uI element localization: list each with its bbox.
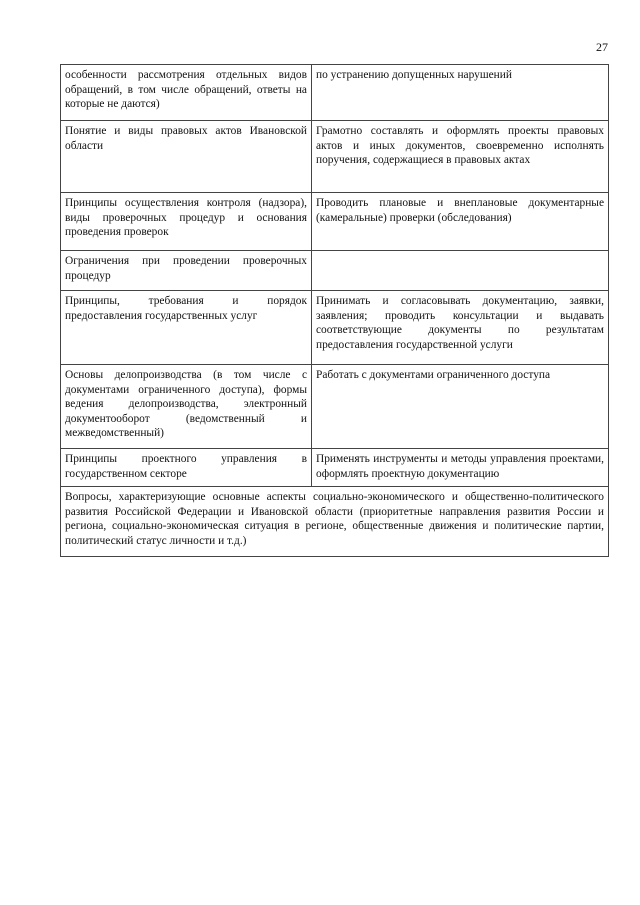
table-row — [61, 193, 609, 251]
knowledge-cell: особенности рассмотрения отдельных видов обращений, в том числе обращений, ответы на которые не даются) — [61, 65, 312, 121]
skill-cell: по устранению допущенных нарушений — [312, 65, 609, 121]
knowledge-cell: Основы делопроизводства (в том числе с документами ограниченного доступа), формы ведения делопроизводства, электронный документооборот (ведомственный и межведомственный) — [61, 365, 312, 449]
knowledge-cell: Принципы осуществления контроля (надзора), виды проверочных процедур и основания проведения проверок — [61, 193, 312, 251]
skill-cell: Грамотно составлять и оформлять проекты правовых актов и иных документов, своевременно исполнять поручения, содержащиеся в правовых актах — [312, 121, 609, 193]
table-row — [61, 251, 609, 291]
questions-cell: Вопросы, характеризующие основные аспекты социально-экономического и общественно-политического развития Российской Федерации и Ивановской области (приоритетные направления развития России и региона, социально-экономическая ситуация в регионе, общественные движения и политические партии, политический статус личности и т.д.) — [61, 487, 609, 557]
skill-cell: Принимать и согласовывать документацию, заявки, заявления; проводить консультации и выдавать соответствующие документы по результатам предоставления государственной услуги — [312, 291, 609, 365]
skill-cell: Применять инструменты и методы управления проектами, оформлять проектную документацию — [312, 449, 609, 487]
page-number: 27 — [596, 40, 608, 54]
table-row — [61, 291, 609, 365]
knowledge-cell: Принципы, требования и порядок предоставления государственных услуг — [61, 291, 312, 365]
table-row — [61, 449, 609, 487]
table-row — [61, 121, 609, 193]
skill-cell: Работать с документами ограниченного доступа — [312, 365, 609, 449]
table-row — [61, 365, 609, 449]
skill-cell — [312, 251, 609, 291]
knowledge-cell: Ограничения при проведении проверочных процедур — [61, 251, 312, 291]
competency-table — [60, 64, 609, 557]
knowledge-cell: Понятие и виды правовых актов Ивановской области — [61, 121, 312, 193]
skill-cell: Проводить плановые и внеплановые документарные (камеральные) проверки (обследования) — [312, 193, 609, 251]
knowledge-cell: Принципы проектного управления в государственном секторе — [61, 449, 312, 487]
table-footer-row — [61, 487, 609, 557]
table-row — [61, 65, 609, 121]
